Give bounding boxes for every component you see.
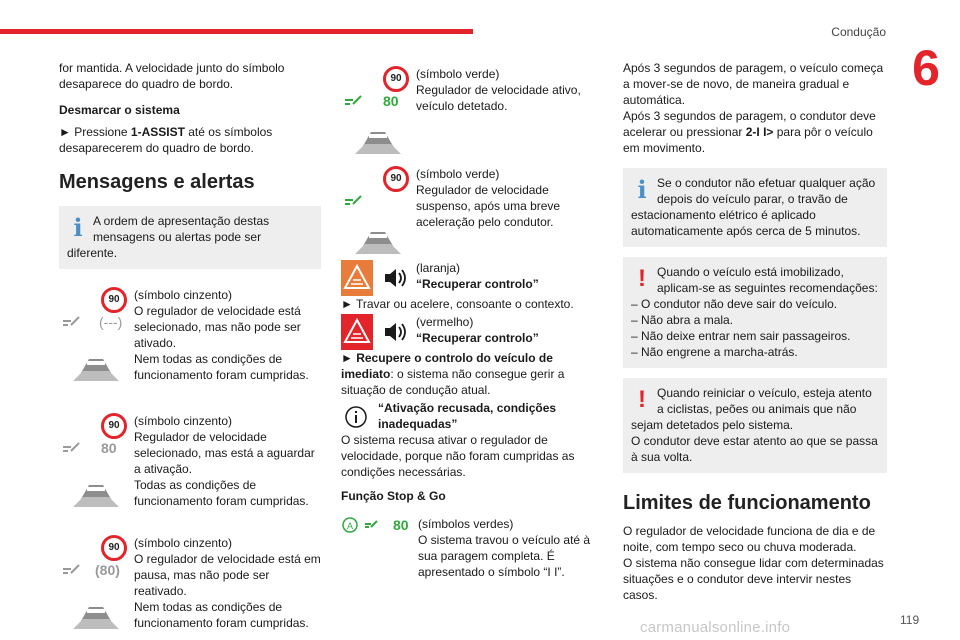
chapter-number: 6	[912, 40, 940, 96]
page-number: 119	[900, 613, 920, 627]
limits-title: Limites de funcionamento	[623, 492, 871, 514]
cruise-gray-icon	[59, 435, 129, 515]
red-alert	[341, 314, 591, 350]
orange-alert	[341, 260, 591, 296]
info-icon: i	[73, 213, 83, 242]
warning-note: ! Quando reiniciar o veículo, esteja atento a ciclistas, peões ou animais que não sejam detetados pelo sistema. O condutor deve estar atento ao que se passa à sua volta.	[623, 378, 887, 473]
message-entry	[59, 535, 321, 640]
unmark-paragraph: ► Pressione 1-ASSIST até os símbolos desaparecerem do quadro de bordo.	[59, 125, 273, 155]
svg-text:A: A	[347, 521, 354, 531]
entry-text: (símbolo cinzento) Regulador de velocidade selecionado, mas está a aguardar a ativação. Todas as condições de funcionamento foram cumpridas.	[134, 414, 315, 508]
speed-limit-sign-icon: 90	[101, 287, 127, 313]
orange-action: ► Travar ou acelere, consoante o contexto.	[341, 297, 574, 311]
red-action: ► Recupere o controlo do veículo de imediato: o sistema não consegue gerir a situação de condução atual.	[341, 351, 565, 397]
message-entry	[341, 66, 591, 158]
entry-text: (símbolo verde) Regulador de velocidade ativo, veículo detetado.	[416, 67, 581, 113]
message-entry	[341, 166, 591, 254]
list-item: – Não deixe entrar nem sair passageiros.	[631, 329, 851, 343]
column-2	[341, 60, 591, 580]
info-note: i A ordem de apresentação destas mensagens ou alertas pode ser diferente.	[59, 206, 321, 269]
speed-value: 80	[393, 517, 409, 533]
speed-value: 80	[101, 440, 117, 456]
cruise-green-icon	[341, 88, 411, 160]
speed-limit-sign-icon: 90	[101, 413, 127, 439]
speed-value: 80	[383, 93, 399, 109]
stopgo-title: Função Stop & Go	[341, 489, 446, 503]
cruise-gray-icon	[59, 557, 129, 637]
list-item: – Não engrene a marcha-atrás.	[631, 345, 798, 359]
column-1	[59, 60, 321, 640]
speed-limit-sign-icon: 90	[101, 535, 127, 561]
message-entry	[59, 413, 321, 523]
unmark-title: Desmarcar o sistema	[59, 103, 180, 117]
intro-paragraph: for mantida. A velocidade junto do símbolo desaparece do quadro de bordo.	[59, 61, 285, 91]
speed-limit-sign-icon: 90	[383, 66, 409, 92]
exclamation-icon: !	[638, 386, 646, 413]
header-accent-bar	[0, 29, 473, 34]
list-item: – Não abra a mala.	[631, 313, 734, 327]
speaker-icon	[379, 314, 411, 350]
speed-value: (---)	[99, 314, 123, 330]
limits-paragraph-1: O regulador de velocidade funciona de dia e de noite, com tempo seco ou chuva moderada.	[623, 524, 876, 554]
stopgo-entry	[341, 516, 591, 580]
info-circle-icon	[341, 402, 371, 432]
list-item: – O condutor não deve sair do veículo.	[631, 297, 838, 311]
warning-triangle-red-icon	[341, 314, 373, 350]
stopgo-text: (símbolos verdes) O sistema travou o veículo até à sua paragem completa. É apresentado o símbolo “I I”.	[418, 517, 591, 579]
speed-limit-sign-icon: 90	[383, 166, 409, 192]
cruise-symbol-group	[59, 287, 129, 387]
restart-paragraph-1: Após 3 segundos de paragem, o veículo começa a mover-se de novo, de maneira gradual e automática.	[623, 61, 884, 107]
speaker-icon	[379, 260, 411, 296]
cruise-symbol-group	[341, 66, 411, 166]
exclamation-icon: !	[638, 265, 646, 292]
info-icon: i	[637, 175, 647, 204]
column-3	[623, 60, 887, 603]
cruise-green-icon	[341, 188, 411, 260]
refused-message: “Ativação recusada, condições inadequadas”	[378, 401, 557, 431]
messages-title: Mensagens e alertas	[59, 171, 255, 193]
cruise-symbol-group	[59, 535, 129, 635]
message-entry	[59, 287, 321, 397]
restart-paragraph-2: Após 3 segundos de paragem, o condutor deve acelerar ou pressionar 2-I I> para pôr o veículo em movimento.	[623, 109, 876, 155]
cruise-symbol-group	[59, 413, 129, 513]
red-alert-text: (vermelho) “Recuperar controlo”	[416, 315, 539, 345]
stopgo-green-icon	[341, 516, 413, 536]
warning-triangle-orange-icon	[341, 260, 373, 296]
entry-text: (símbolo cinzento) O regulador de velocidade está em pausa, mas não pode ser reativado. Nem todas as condições de funcionamento foram cumpridas.	[134, 536, 321, 630]
speed-value: (80)	[95, 562, 120, 578]
refused-text: O sistema recusa ativar o regulador de velocidade, porque não foram cumpridas as condições necessárias.	[341, 433, 575, 479]
watermark: carmanualsonline.info	[640, 619, 791, 636]
section-title: Condução	[831, 25, 886, 39]
entry-text: (símbolo cinzento) O regulador de velocidade está selecionado, mas não pode ser ativado. Nem todas as condições de funcionamento foram cumpridas.	[134, 288, 309, 382]
limits-paragraph-2: O sistema não consegue lidar com determinadas situações e o condutor deve intervir nestes casos.	[623, 556, 884, 602]
cruise-symbol-group	[341, 166, 411, 266]
entry-text: (símbolo verde) Regulador de velocidade suspenso, após uma breve aceleração pelo condutor.	[416, 167, 561, 229]
info-note: i Se o condutor não efetuar qualquer ação depois do veículo parar, o travão de estacionamento elétrico é aplicado automaticamente após cerca de 5 minutos.	[623, 168, 887, 247]
orange-alert-text: (laranja) “Recuperar controlo”	[416, 261, 539, 291]
refused-alert	[341, 400, 591, 432]
cruise-gray-icon	[59, 309, 129, 389]
warning-note: ! Quando o veículo está imobilizado, aplicam-se as seguintes recomendações: – O condutor não deve sair do veículo. – Não abra a mala. – Não deixe entrar nem sair passageiros. – Não engrene a marcha-atrás.	[623, 257, 887, 368]
